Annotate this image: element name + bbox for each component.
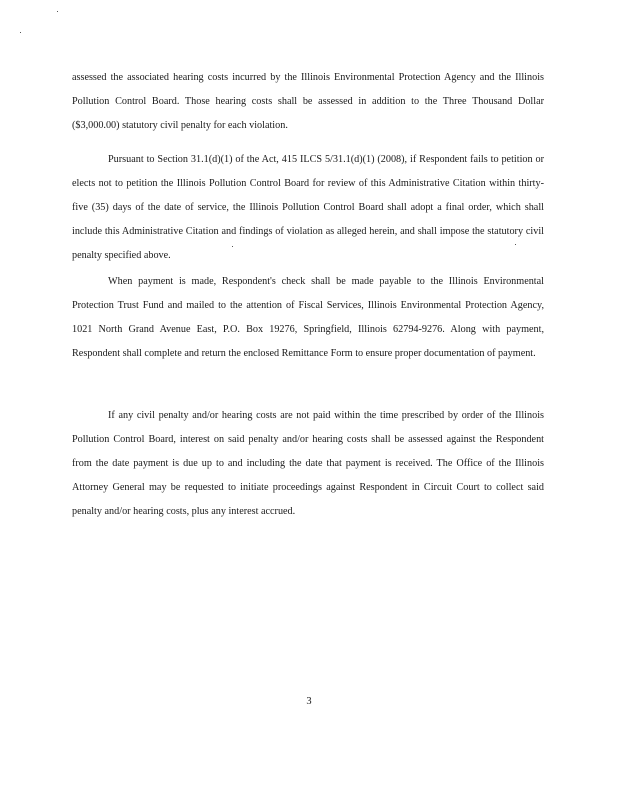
paragraph-hearing-costs: assessed the associated hearing costs incurred by the Illinois Environmental Protection Agency and the Illinois Pollution Control Board. Those hearing costs shall be assessed in addition to the Three Thousand Dollar ($3,000.00) statutory civil penalty for each violation. bbox=[72, 72, 544, 131]
scan-speck bbox=[57, 11, 58, 12]
page-number: 3 bbox=[306, 696, 312, 707]
scan-speck bbox=[20, 32, 21, 33]
paragraph-final-order: Pursuant to Section 31.1(d)(1) of the Act, 415 ILCS 5/31.1(d)(1) (2008), if Respondent fails to petition or elects not to petition the Illinois Pollution Control Board for review of this Administrative Citation within thirty-five (35) days of the date of service, the Illinois Pollution Control Board shall adopt a final order, which shall include this Administrative Citation and findings of violation as alleged herein, and shall impose the statutory civil penalty specified above. bbox=[72, 154, 544, 261]
paragraph-interest-collection: If any civil penalty and/or hearing costs are not paid within the time prescribed by order of the Illinois Pollution Control Board, interest on said penalty and/or hearing costs shall be assessed against the Respondent from the date payment is due up to and including the date that payment is received. The Office of the Illinois Attorney General may be requested to initiate proceedings against Respondent in Circuit Court to collect said penalty and/or hearing costs, plus any interest accrued. bbox=[72, 410, 544, 517]
paragraph-payment-instructions: When payment is made, Respondent's check shall be made payable to the Illinois Environmental Protection Trust Fund and mailed to the attention of Fiscal Services, Illinois Environmental Protection Agency, 1021 North Grand Avenue East, P.O. Box 19276, Springfield, Illinois 62794-9276. Along with payment, Respondent shall complete and return the enclosed Remittance Form to ensure proper documentation of payment. bbox=[72, 276, 544, 359]
